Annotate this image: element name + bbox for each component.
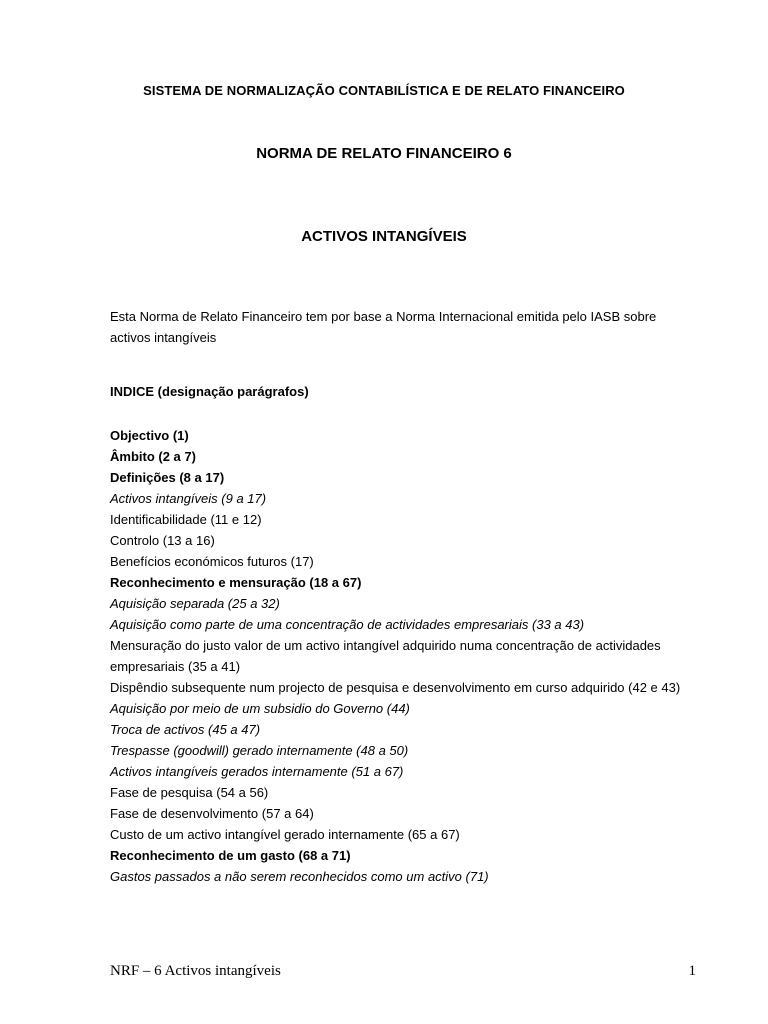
- toc-item: Fase de pesquisa (54 a 56): [110, 785, 269, 800]
- toc-item: Aquisição como parte de uma concentração de actividades empresariais (33 a 43): [110, 617, 585, 632]
- toc-item: Identificabilidade (11 e 12): [110, 512, 262, 527]
- document-title: ACTIVOS INTANGÍVEIS: [301, 228, 467, 245]
- toc-item: Custo de um activo intangível gerado internamente (65 a 67): [110, 827, 460, 842]
- toc-item: Trespasse (goodwill) gerado internamente (48 a 50): [110, 743, 409, 758]
- toc-item: Benefícios económicos futuros (17): [110, 554, 314, 569]
- toc-item: Âmbito (2 a 7): [110, 449, 196, 464]
- page-number: 1: [688, 963, 696, 979]
- table-of-contents: [110, 425, 710, 887]
- toc-item: Aquisição por meio de um subsidio do Governo (44): [110, 701, 410, 716]
- toc-item: Aquisição separada (25 a 32): [110, 596, 280, 611]
- toc-item: Mensuração do justo valor de um activo intangível adquirido numa concentração de actividades empresariais (35 a 41): [110, 638, 661, 674]
- toc-item: Fase de desenvolvimento (57 a 64): [110, 806, 314, 821]
- toc-item: Activos intangíveis gerados internamente (51 a 67): [110, 764, 404, 779]
- toc-item: Gastos passados a não serem reconhecidos como um activo (71): [110, 869, 489, 884]
- toc-item: Dispêndio subsequente num projecto de pesquisa e desenvolvimento em curso adquirido (42 e 43): [110, 680, 681, 695]
- intro-paragraph: Esta Norma de Relato Financeiro tem por base a Norma Internacional emitida pelo IASB sobre activos intangíveis: [110, 309, 657, 345]
- toc-item: Troca de activos (45 a 47): [110, 722, 261, 737]
- toc-item: Objectivo (1): [110, 428, 189, 443]
- toc-item: Controlo (13 a 16): [110, 533, 215, 548]
- toc-item: Reconhecimento de um gasto (68 a 71): [110, 848, 351, 863]
- toc-item: Definições (8 a 17): [110, 470, 225, 485]
- norm-heading: NORMA DE RELATO FINANCEIRO 6: [256, 145, 512, 162]
- toc-item: Activos intangíveis (9 a 17): [110, 491, 267, 506]
- toc-item: Reconhecimento e mensuração (18 a 67): [110, 575, 362, 590]
- system-heading: SISTEMA DE NORMALIZAÇÃO CONTABILÍSTICA E DE RELATO FINANCEIRO: [143, 83, 625, 98]
- index-heading: INDICE (designação parágrafos): [110, 384, 309, 399]
- footer-document-name: NRF – 6 Activos intangíveis: [110, 963, 281, 979]
